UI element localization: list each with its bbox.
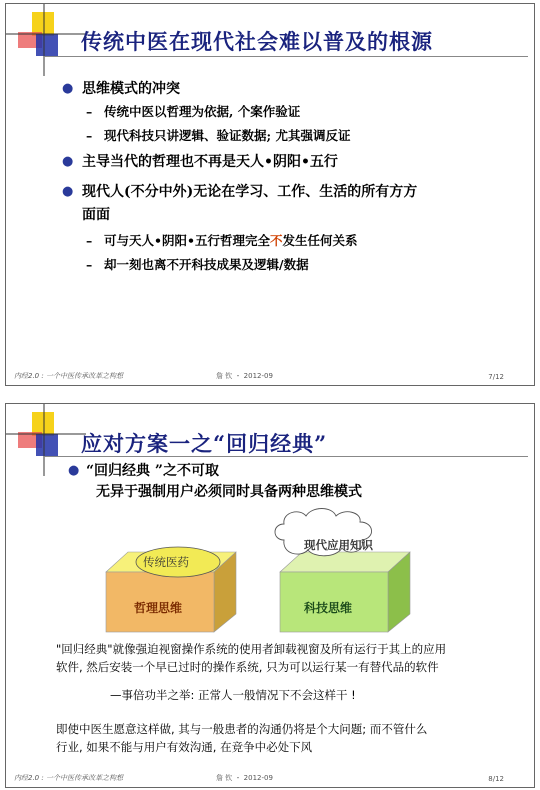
bullet-3-text-line2: 面面 (82, 207, 110, 223)
slide-8 (5, 403, 535, 788)
sub-text-red: 不 (269, 233, 283, 248)
sub-bullet-1-1 (86, 102, 301, 122)
bullet-3-cont (82, 204, 110, 226)
slide-title: 应对方案一之“回归经典” (81, 431, 328, 456)
sub-text-post: 发生任何关系 (282, 233, 358, 248)
paragraph-1-line2: 软件, 然后安装一个早已过时的操作系统, 只为可以运行某一有替代品的软件 (56, 660, 439, 674)
footer-author: 詹 钦 ・ 2012-09 (216, 774, 273, 782)
label-philosophy-thinking: 哲理思维 (134, 601, 183, 615)
label-modern-knowledge: 现代应用知识 (304, 538, 373, 552)
slide-title: 传统中医在现代社会难以普及的根源 (81, 29, 433, 54)
footer-author: 詹 钦 ・ 2012-09 (216, 372, 273, 380)
title-rule (44, 456, 528, 457)
paragraph-3-line2: 行业, 如果不能与用户有效沟通, 在竞争中必处下风 (56, 740, 313, 754)
label-science-thinking: 科技思维 (304, 601, 353, 615)
paragraph-3-line1: 即使中医生愿意这样做, 其与一般患者的沟通仍将是个大问题; 而不管什么 (56, 722, 428, 736)
bullet-1-text: “回归经典 ”之不可取 (86, 463, 219, 479)
title-rule (44, 56, 528, 57)
sub-text-pre: 可与天人•阴阳•五行哲理完全 (104, 233, 270, 248)
bullet-dot-icon: ● (68, 463, 80, 478)
bullet-1 (62, 78, 180, 100)
bullet-1-text-line2: 无异于强制用户必须同时具备两种思维模式 (96, 484, 362, 500)
bullet-dot-icon: ● (62, 154, 74, 169)
paragraph-1 (56, 640, 514, 676)
bullet-3-text-line1: 现代人(不分中外)无论在学习、工作、生活的所有方方 (82, 184, 418, 200)
sub-bullet-1-2 (86, 126, 351, 146)
corner-decoration-icon (6, 4, 86, 76)
dash-icon: – (86, 104, 93, 119)
page-number: 7/12 (488, 373, 504, 381)
bullet-2-text: 主导当代的哲理也不再是天人•阴阳•五行 (82, 154, 338, 170)
bullet-dot-icon: ● (62, 81, 74, 96)
sub-bullet-text: 却一刻也离不开科技成果及逻辑/数据 (104, 257, 309, 272)
sub-bullet-3-2 (86, 255, 309, 275)
dash-icon: – (86, 257, 93, 272)
dash-icon: – (86, 233, 93, 248)
bullet-1-cont (96, 481, 362, 503)
paragraph-3 (56, 720, 514, 756)
bullet-2 (62, 151, 338, 173)
slide-7 (5, 3, 535, 386)
footer-left: 内经2.0 : 一个中医传承改革之构想 (14, 372, 123, 380)
dash-icon: – (86, 128, 93, 143)
label-traditional-medicine: 传统医药 (143, 555, 189, 569)
page-number: 8/12 (488, 775, 504, 783)
sub-bullet-text: 现代科技只讲逻辑、验证数据; 尤其强调反证 (104, 128, 351, 143)
footer-left: 内经2.0 : 一个中医传承改革之构想 (14, 774, 123, 782)
sub-bullet-3-1 (86, 231, 358, 251)
paragraph-1-line1: "回归经典"就像强迫视窗操作系统的使用者卸载视窗及所有运行于其上的应用 (56, 642, 447, 656)
bullet-dot-icon: ● (62, 184, 74, 199)
bullet-1-text: 思维模式的冲突 (82, 81, 180, 97)
bullet-1 (68, 460, 219, 482)
bullet-3 (62, 181, 418, 203)
paragraph-2: —事倍功半之举: 正常人一般情况下不会这样干 ! (110, 688, 356, 702)
sub-bullet-text: 传统中医以哲理为依据, 个案作验证 (104, 104, 301, 119)
